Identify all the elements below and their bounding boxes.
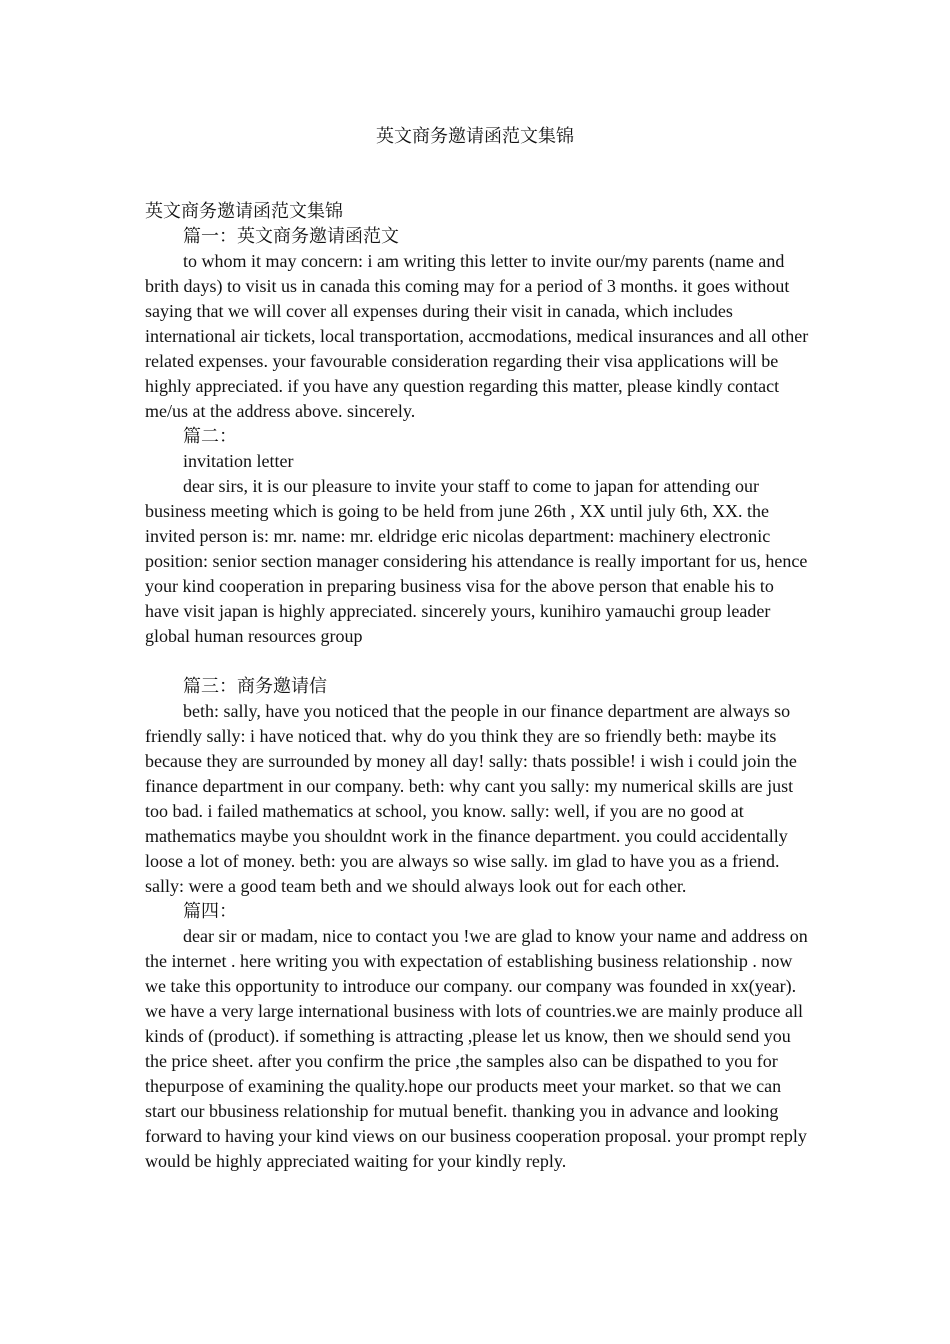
section-4-paragraph: dear sir or madam, nice to contact you !we are glad to know your name and address on the internet . here writing you with expectation of establishing business relationship . now we take this opportunity to introduce our company. our company was founded in xx(year). we have a very large international business with lots of countries.we are mainly produce all kinds of (product). if something is attracting ,please let us know, then we should send you the price sheet. after you confirm the price ,the samples also can be dispathed to you for thepurpose of examining the quality.hope our products meet your market. so that we can start our bbusiness relationship for mutual benefit. thanking you in advance and looking forward to having your kind views on our business cooperation proposal. your prompt reply would be highly appreciated waiting for your kindly reply. — [145, 926, 808, 1171]
section-3-paragraph: beth: sally, have you noticed that the people in our finance department are always so friendly sally: i have noticed that. why do you think they are so friendly beth: maybe its because they are surrounded by money all day! sally: thats possible! i wish i could join the finance department in our company. beth: why cant you sally: my numerical skills are just too bad. i failed mathematics at school, you know. sally: well, if you are no good at mathematics maybe you shouldnt work in the finance department. you could accidentally loose a lot of money. beth: you are always so wise sally. im glad to have you as a friend. sally: were a good team beth and we should always look out for each other. — [145, 701, 797, 896]
section-3-heading: 篇三：商务邀请信 — [183, 676, 327, 696]
section-2-letter-title: invitation letter — [183, 451, 294, 471]
document-subtitle: 英文商务邀请函范文集锦 — [145, 201, 343, 221]
section-4-heading: 篇四： — [183, 901, 237, 921]
page-title: 英文商务邀请函范文集锦 — [376, 126, 574, 146]
section-2-paragraph: dear sirs, it is our pleasure to invite your staff to come to japan for attending our business meeting which is going to be held from june 26th , XX until july 6th, XX. the invited person is: mr. name: mr. eldridge eric nicolas department: machinery electronic position: senior section manager considering his attendance is really important for us, hence your kind cooperation in preparing business visa for the above person that enable his to have visit japan is highly appreciated. sincerely yours, kunihiro yamauchi group leader global human resources group — [145, 476, 808, 646]
section-2-heading: 篇二： — [183, 426, 237, 446]
section-1-heading: 篇一：英文商务邀请函范文 — [183, 226, 399, 246]
document-body — [145, 199, 810, 1174]
paragraph-spacer — [145, 649, 810, 674]
section-1-paragraph: to whom it may concern: i am writing this letter to invite our/my parents (name and brith days) to visit us in canada this coming may for a period of 3 months. it goes without saying that we will cover all expenses during their visit in canada, which includes international air tickets, local transportation, accmodations, medical insurances and all other related expenses. your favourable consideration regarding their visa applications will be highly appreciated. if you have any question regarding this matter, please kindly contact me/us at the address above. sincerely. — [145, 251, 809, 421]
